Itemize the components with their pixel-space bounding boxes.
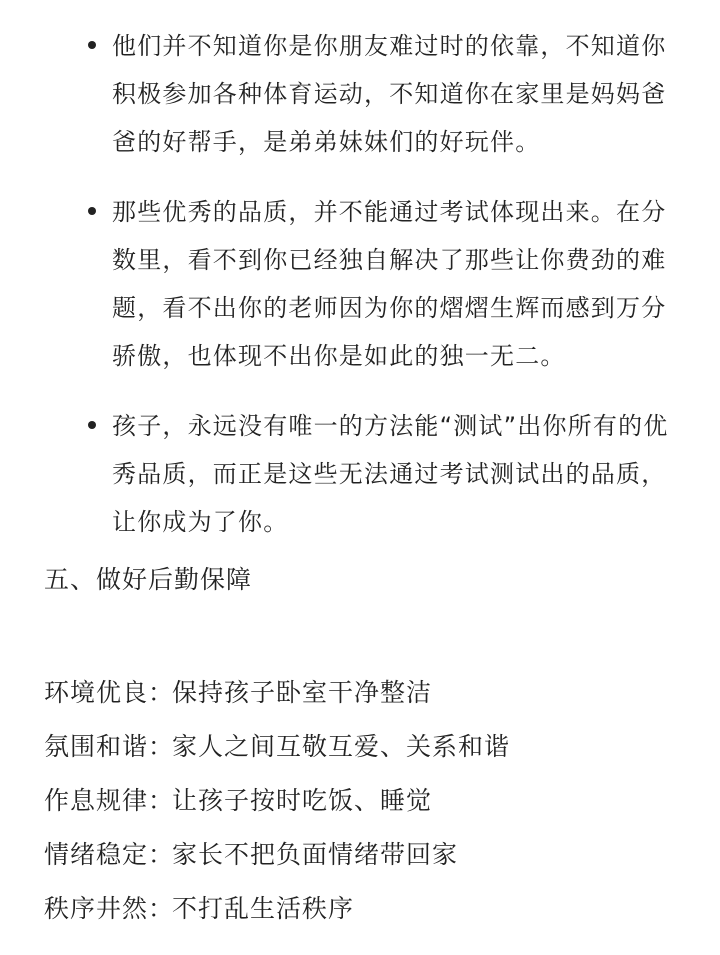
support-separator: ：: [148, 840, 175, 869]
support-label: 环境优良: [44, 678, 149, 707]
support-label: 情绪稳定: [44, 840, 149, 869]
bullet-item-2: [0, 188, 720, 380]
bullet-item-1: [0, 22, 720, 166]
bullet-dot: [88, 207, 96, 215]
support-separator: ：: [148, 786, 175, 815]
bullet-item-3: [0, 402, 720, 546]
support-text: 家人之间互敬互爱、关系和谐: [172, 732, 511, 761]
support-label: 秩序井然: [44, 894, 149, 923]
support-list: [44, 666, 510, 936]
support-item-order: [44, 882, 510, 936]
support-item-atmosphere: [44, 720, 510, 774]
support-separator: ：: [148, 678, 175, 707]
bullet-text-3: 孩子，永远没有唯一的方法能“测试”出你所有的优秀品质，而正是这些无法通过考试测试出的品质，让你成为了你。: [112, 412, 669, 536]
support-item-environment: [44, 666, 510, 720]
support-separator: ：: [148, 732, 175, 761]
support-separator: ：: [148, 894, 175, 923]
support-label: 氛围和谐: [44, 732, 149, 761]
bullet-dot: [88, 421, 96, 429]
bullet-dot: [88, 41, 96, 49]
support-text: 保持孩子卧室干净整洁: [172, 678, 433, 707]
section-heading: 五、做好后勤保障: [44, 565, 253, 594]
support-text: 家长不把负面情绪带回家: [172, 840, 459, 869]
support-text: 不打乱生活秩序: [172, 894, 355, 923]
support-item-emotion: [44, 828, 510, 882]
bullet-text-2: 那些优秀的品质，并不能通过考试体现出来。在分数里，看不到你已经独自解决了那些让你费劲的难题，看不出你的老师因为你的熠熠生辉而感到万分骄傲，也体现不出你是如此的独一无二。: [112, 198, 667, 370]
bullet-list: [0, 22, 720, 568]
bullet-text-1: 他们并不知道你是你朋友难过时的依靠，不知道你积极参加各种体育运动，不知道你在家里是妈妈爸爸的好帮手，是弟弟妹妹们的好玩伴。: [112, 32, 667, 156]
support-label: 作息规律: [44, 786, 149, 815]
support-item-routine: [44, 774, 510, 828]
support-text: 让孩子按时吃饭、睡觉: [172, 786, 433, 815]
